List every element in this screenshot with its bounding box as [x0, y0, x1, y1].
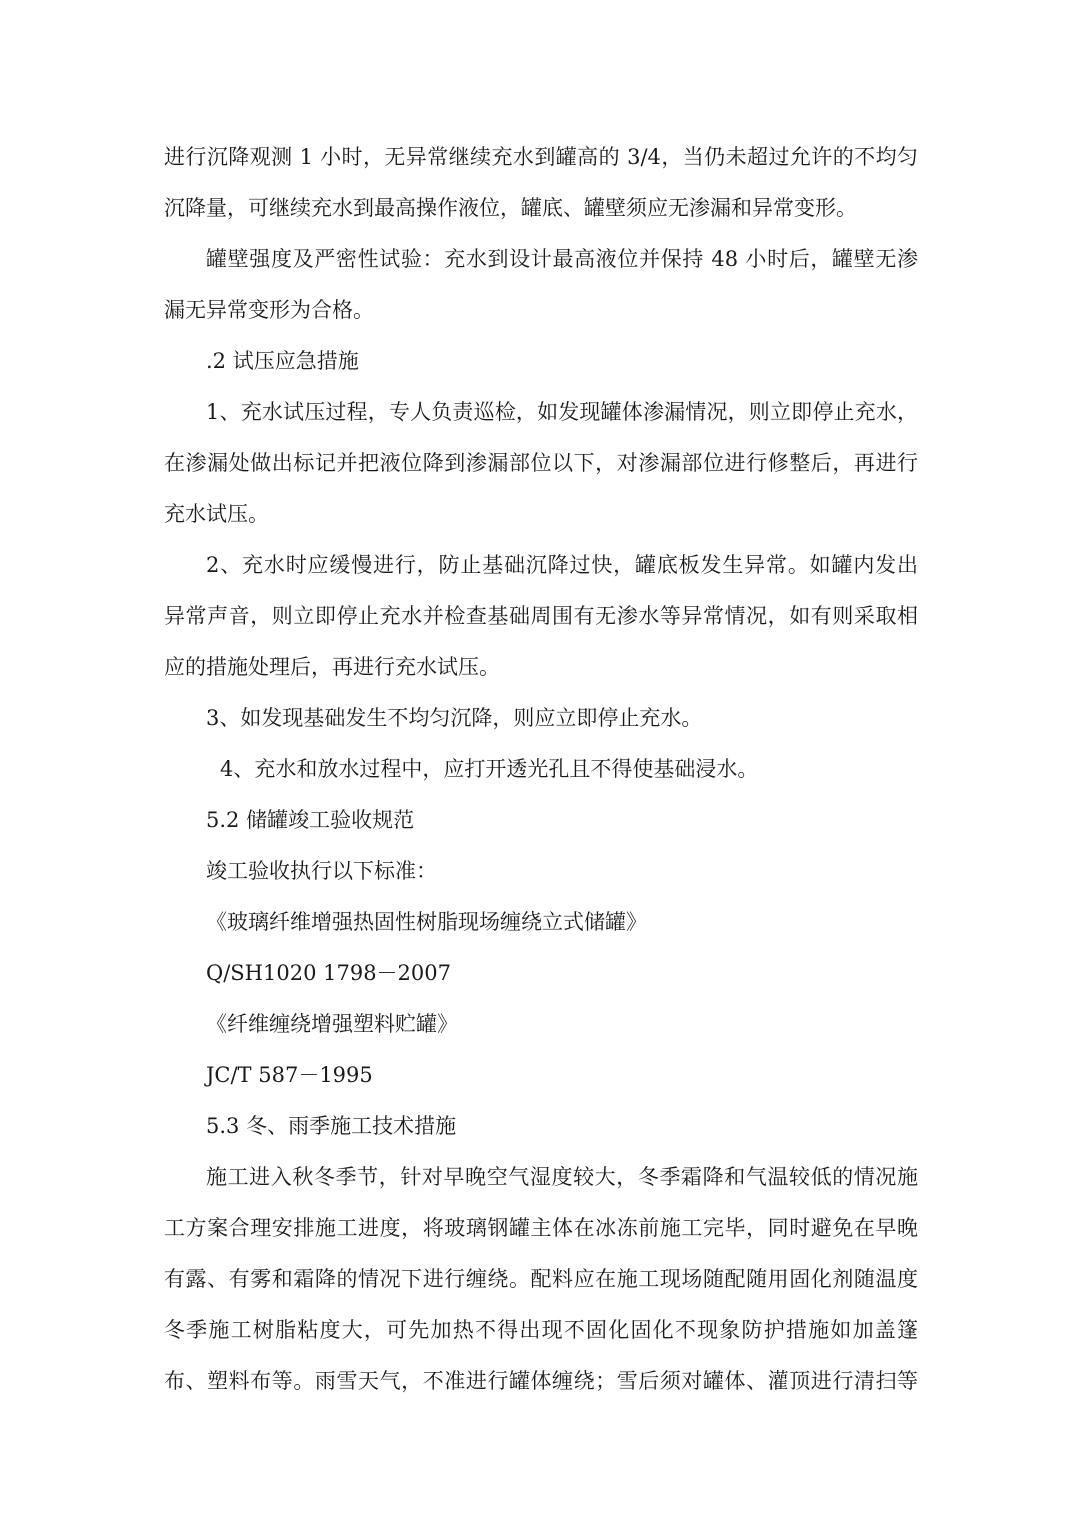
standard-title: 《纤维缠绕增强塑料贮罐》	[206, 1012, 458, 1036]
paragraph-line: 异常声音，则立即停止充水并检查基础周围有无渗水等异常情况，如有则采取相	[164, 604, 918, 628]
paragraph-line: 1、充水试压过程，专人负责巡检，如发现罐体渗漏情况，则立即停止充水，	[206, 400, 918, 424]
standard-title: 《玻璃纤维增强热固性树脂现场缠绕立式储罐》	[206, 910, 647, 934]
paragraph-line: 布、塑料布等。雨雪天气，不准进行罐体缠绕；雪后须对罐体、灌顶进行清扫等	[164, 1369, 918, 1393]
paragraph-line: 充水试压。	[164, 502, 269, 526]
paragraph-line: 冬季施工树脂粘度大，可先加热不得出现不固化固化不现象防护措施如加盖篷	[164, 1318, 918, 1342]
document-body	[164, 132, 918, 1407]
paragraph-line: 漏无异常变形为合格。	[164, 298, 374, 322]
section-heading: 5.3 冬、雨季施工技术措施	[206, 1114, 457, 1138]
paragraph-line: 4、充水和放水过程中，应打开透光孔且不得使基础浸水。	[220, 757, 759, 781]
paragraph-line: 竣工验收执行以下标准：	[206, 859, 437, 883]
section-heading: .2 试压应急措施	[206, 349, 359, 373]
paragraph-line: 3、如发现基础发生不均匀沉降，则应立即停止充水。	[206, 706, 703, 730]
paragraph-line: 进行沉降观测 1 小时，无异常继续充水到罐高的 3/4，当仍未超过允许的不均匀	[164, 145, 918, 169]
standard-code: Q/SH1020 1798－2007	[206, 961, 451, 985]
paragraph-line: 有露、有雾和霜降的情况下进行缠绕。配料应在施工现场随配随用固化剂随温度	[164, 1267, 918, 1291]
paragraph-line: 工方案合理安排施工进度，将玻璃钢罐主体在冰冻前施工完毕，同时避免在早晚	[164, 1216, 918, 1240]
paragraph-line: 罐壁强度及严密性试验：充水到设计最高液位并保持 48 小时后，罐壁无渗	[206, 247, 918, 271]
paragraph-line: 在渗漏处做出标记并把液位降到渗漏部位以下，对渗漏部位进行修整后，再进行	[164, 451, 918, 475]
paragraph-line: 施工进入秋冬季节，针对早晚空气湿度较大，冬季霜降和气温较低的情况施	[206, 1165, 918, 1189]
paragraph-line: 2、充水时应缓慢进行，防止基础沉降过快，罐底板发生异常。如罐内发出	[206, 553, 918, 577]
section-heading: 5.2 储罐竣工验收规范	[206, 808, 415, 832]
paragraph-line: 应的措施处理后，再进行充水试压。	[164, 655, 500, 679]
standard-code: JC/T 587－1995	[206, 1063, 373, 1087]
paragraph-line: 沉降量，可继续充水到最高操作液位，罐底、罐壁须应无渗漏和异常变形。	[164, 196, 857, 220]
